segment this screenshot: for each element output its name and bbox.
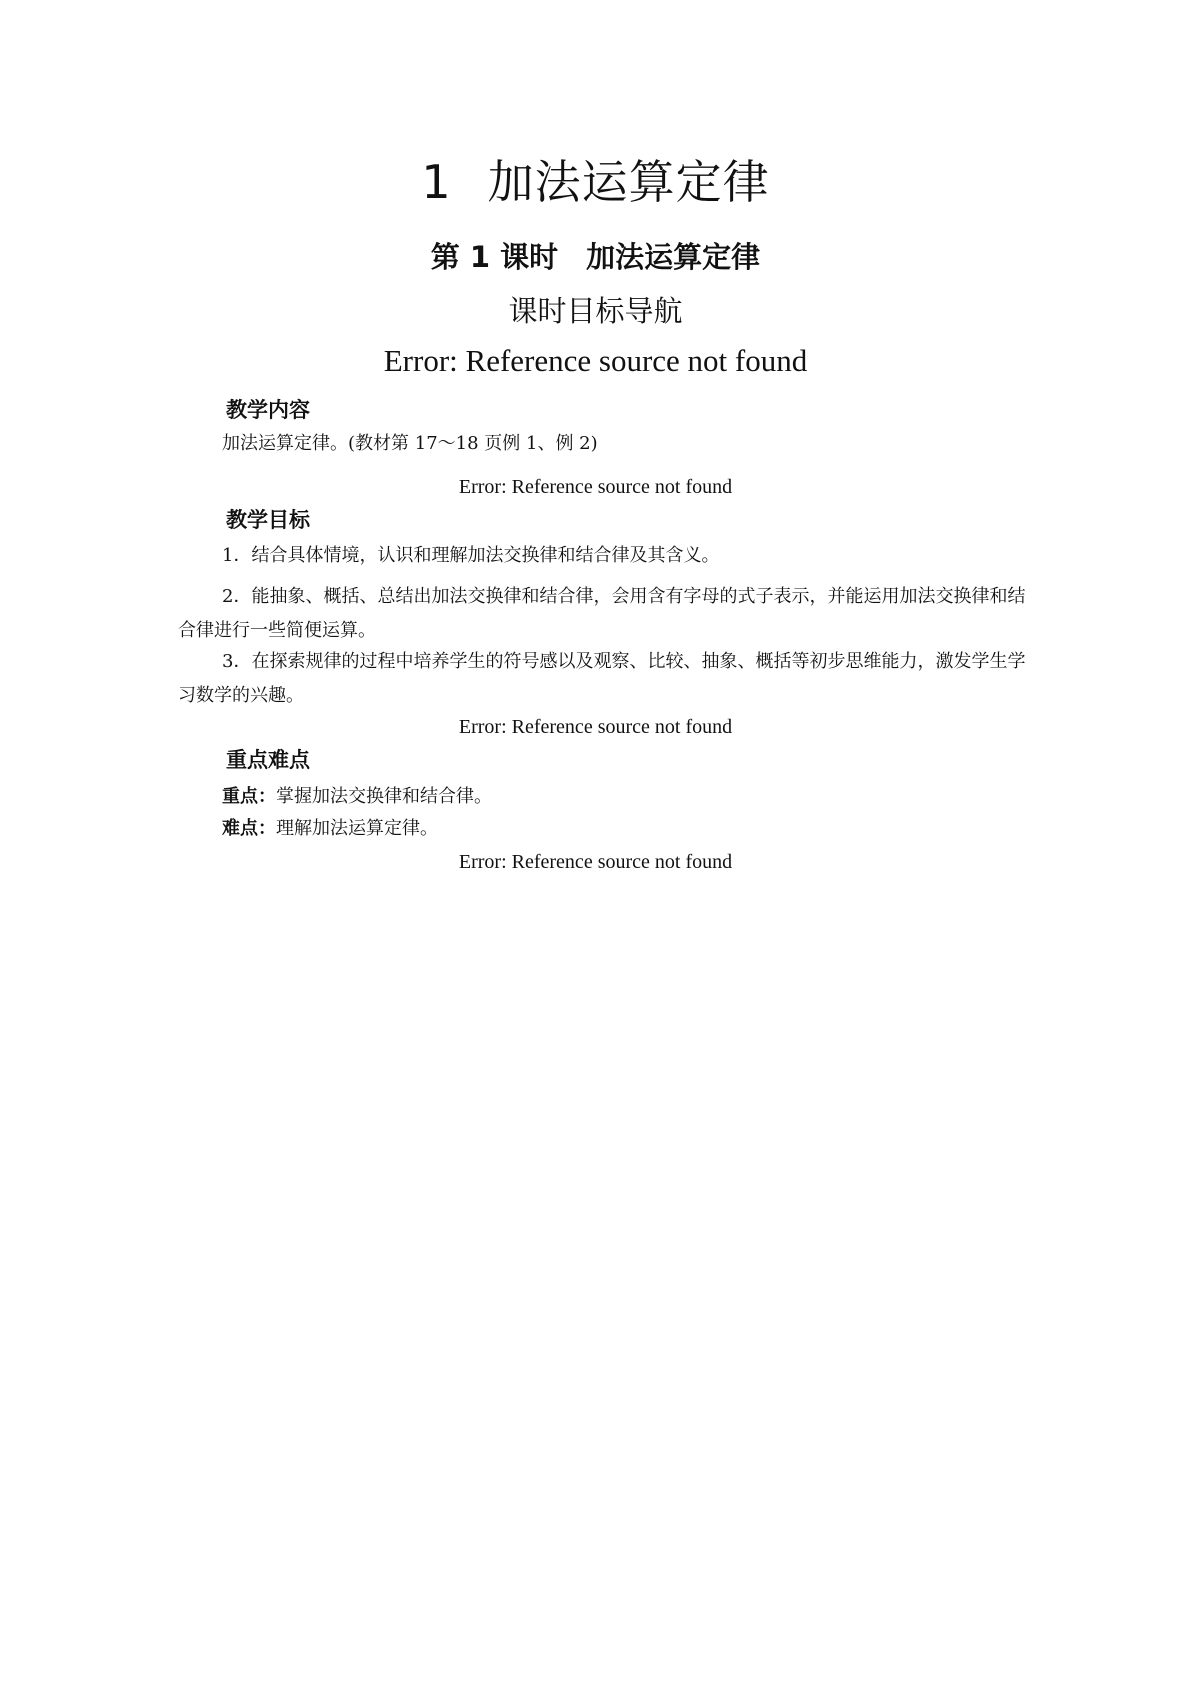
difficult-point-label: 难点： <box>222 818 276 839</box>
key-point-text: 掌握加法交换律和结合律。 <box>276 786 492 807</box>
content-text: 加法运算定律。(教材第 17～18 页例 1、例 2) <box>222 433 598 454</box>
goal-item-3: 3．在探索规律的过程中培养学生的符号感以及观察、比较、抽象、概括等初步思维能力，激发学生学习数学的兴趣。 <box>178 651 1026 706</box>
unit-title-text: 加法运算定律 <box>487 155 770 209</box>
error-reference-goals: Error: Reference source not found <box>458 716 733 738</box>
section-heading-key-points: 重点难点 <box>226 748 310 772</box>
error-reference-content: Error: Reference source not found <box>458 476 733 498</box>
nav-heading: 课时目标导航 <box>508 294 683 328</box>
unit-title-number: 1 <box>421 155 452 209</box>
lesson-title-text: 加法运算定律 <box>586 240 761 274</box>
error-reference-main: Error: Reference source not found <box>383 343 808 378</box>
lesson-title-prefix: 第 1 课时 <box>430 240 559 274</box>
error-reference-key-points: Error: Reference source not found <box>458 851 733 873</box>
difficult-point-line <box>222 816 438 842</box>
section-heading-content: 教学内容 <box>226 398 310 422</box>
key-point-label: 重点： <box>222 786 276 807</box>
lesson-title <box>0 238 1191 276</box>
unit-title <box>0 154 1191 210</box>
difficult-point-text: 理解加法运算定律。 <box>276 818 438 839</box>
key-point-line <box>222 784 492 810</box>
goal-item-1: 1．结合具体情境，认识和理解加法交换律和结合律及其含义。 <box>222 545 720 566</box>
section-heading-goals: 教学目标 <box>226 508 310 532</box>
goal-item-2: 2．能抽象、概括、总结出加法交换律和结合律，会用含有字母的式子表示，并能运用加法交换律和结合律进行一些简便运算。 <box>178 586 1026 641</box>
